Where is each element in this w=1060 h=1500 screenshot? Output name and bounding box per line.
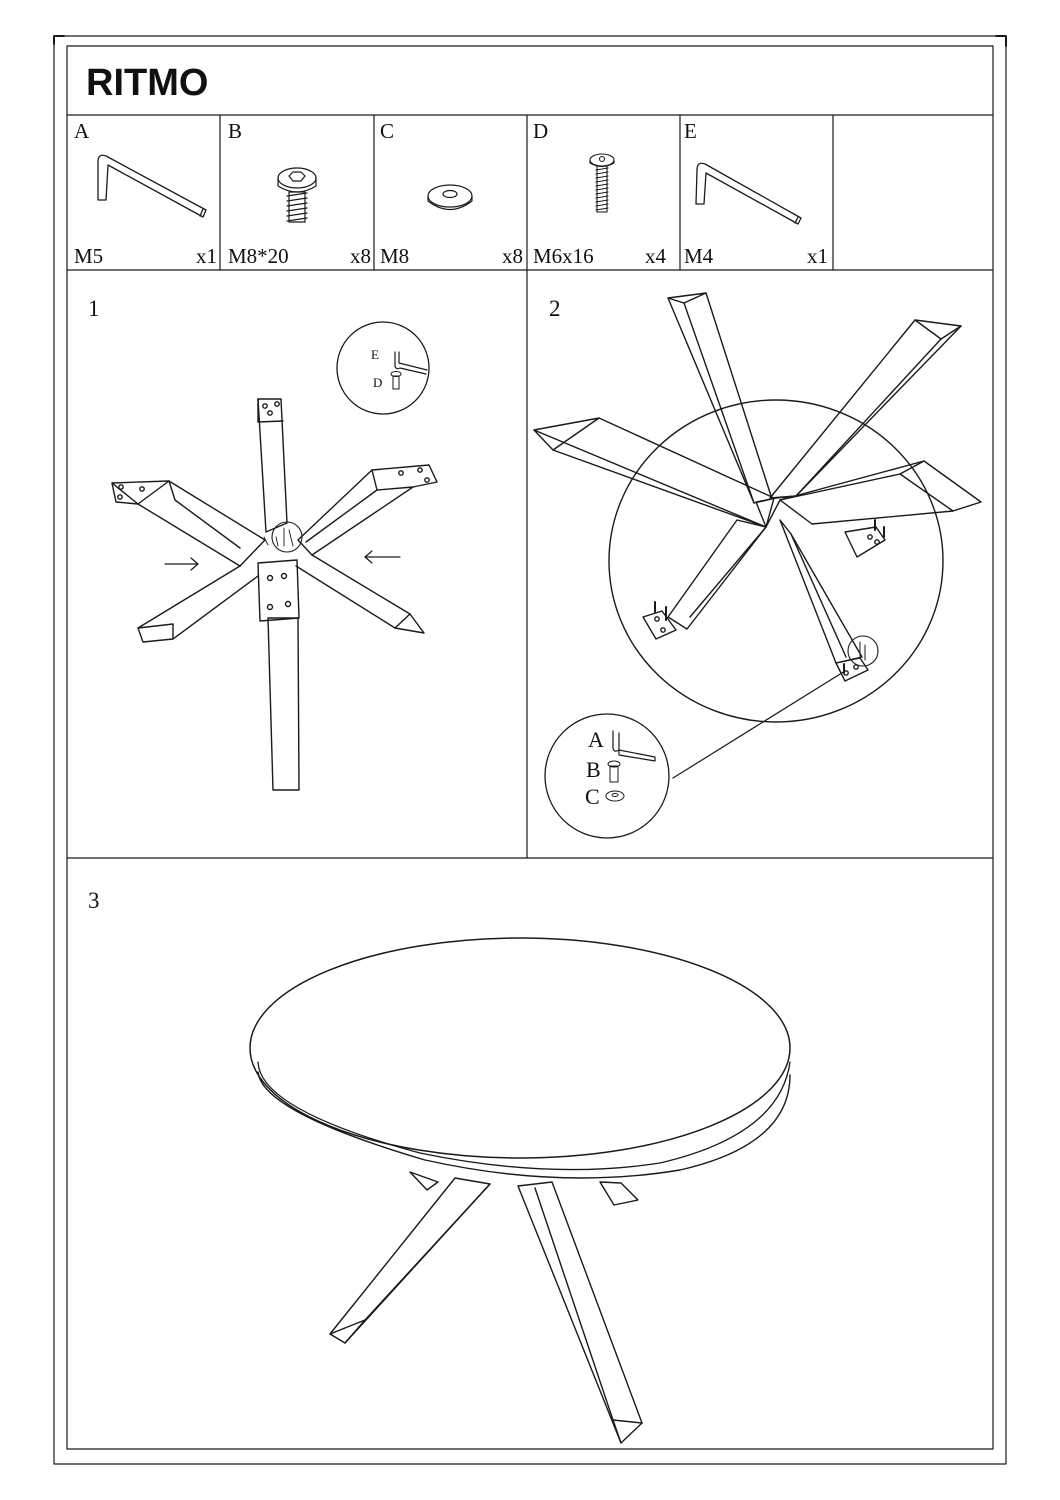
part-a-size: M5 [74, 244, 104, 268]
step-2-number: 2 [549, 296, 561, 321]
allen-key-small-icon [696, 163, 801, 224]
step2-callout-label-b: B [586, 757, 601, 782]
part-b-letter: B [228, 119, 243, 143]
step3-table-drawing [250, 938, 790, 1443]
part-a-qty: x1 [196, 244, 217, 268]
part-c-qty: x8 [502, 244, 523, 268]
bolt-icon [278, 168, 316, 222]
step-3-number: 3 [88, 888, 100, 913]
part-b-size: M8*20 [228, 244, 289, 268]
part-d-qty: x4 [645, 244, 666, 268]
left-arrow-icon [165, 558, 198, 570]
step1-base-drawing [112, 399, 437, 790]
step1-callout-label-d: D [373, 375, 383, 390]
allen-key-icon [98, 155, 206, 217]
part-e-size: M4 [684, 244, 714, 268]
screw-icon [590, 154, 614, 212]
step1-callout-label-e: E [371, 347, 379, 362]
right-arrow-icon [365, 551, 400, 563]
step2-callout-label-a: A [588, 727, 604, 752]
part-b-qty: x8 [350, 244, 371, 268]
page-title: RITMO [86, 62, 209, 104]
part-d-letter: D [533, 119, 549, 143]
part-e-qty: x1 [807, 244, 828, 268]
step2-assembly-drawing [534, 293, 981, 778]
part-c-size: M8 [380, 244, 410, 268]
part-d-size: M6x16 [533, 244, 594, 268]
part-a-letter: A [74, 119, 90, 143]
washer-icon [428, 185, 472, 210]
step-1-number: 1 [88, 296, 100, 321]
step2-callout-circle [545, 714, 669, 838]
step2-callout-label-c: C [585, 784, 600, 809]
part-e-letter: E [684, 119, 697, 143]
step1-callout-circle [337, 322, 429, 414]
part-c-letter: C [380, 119, 395, 143]
